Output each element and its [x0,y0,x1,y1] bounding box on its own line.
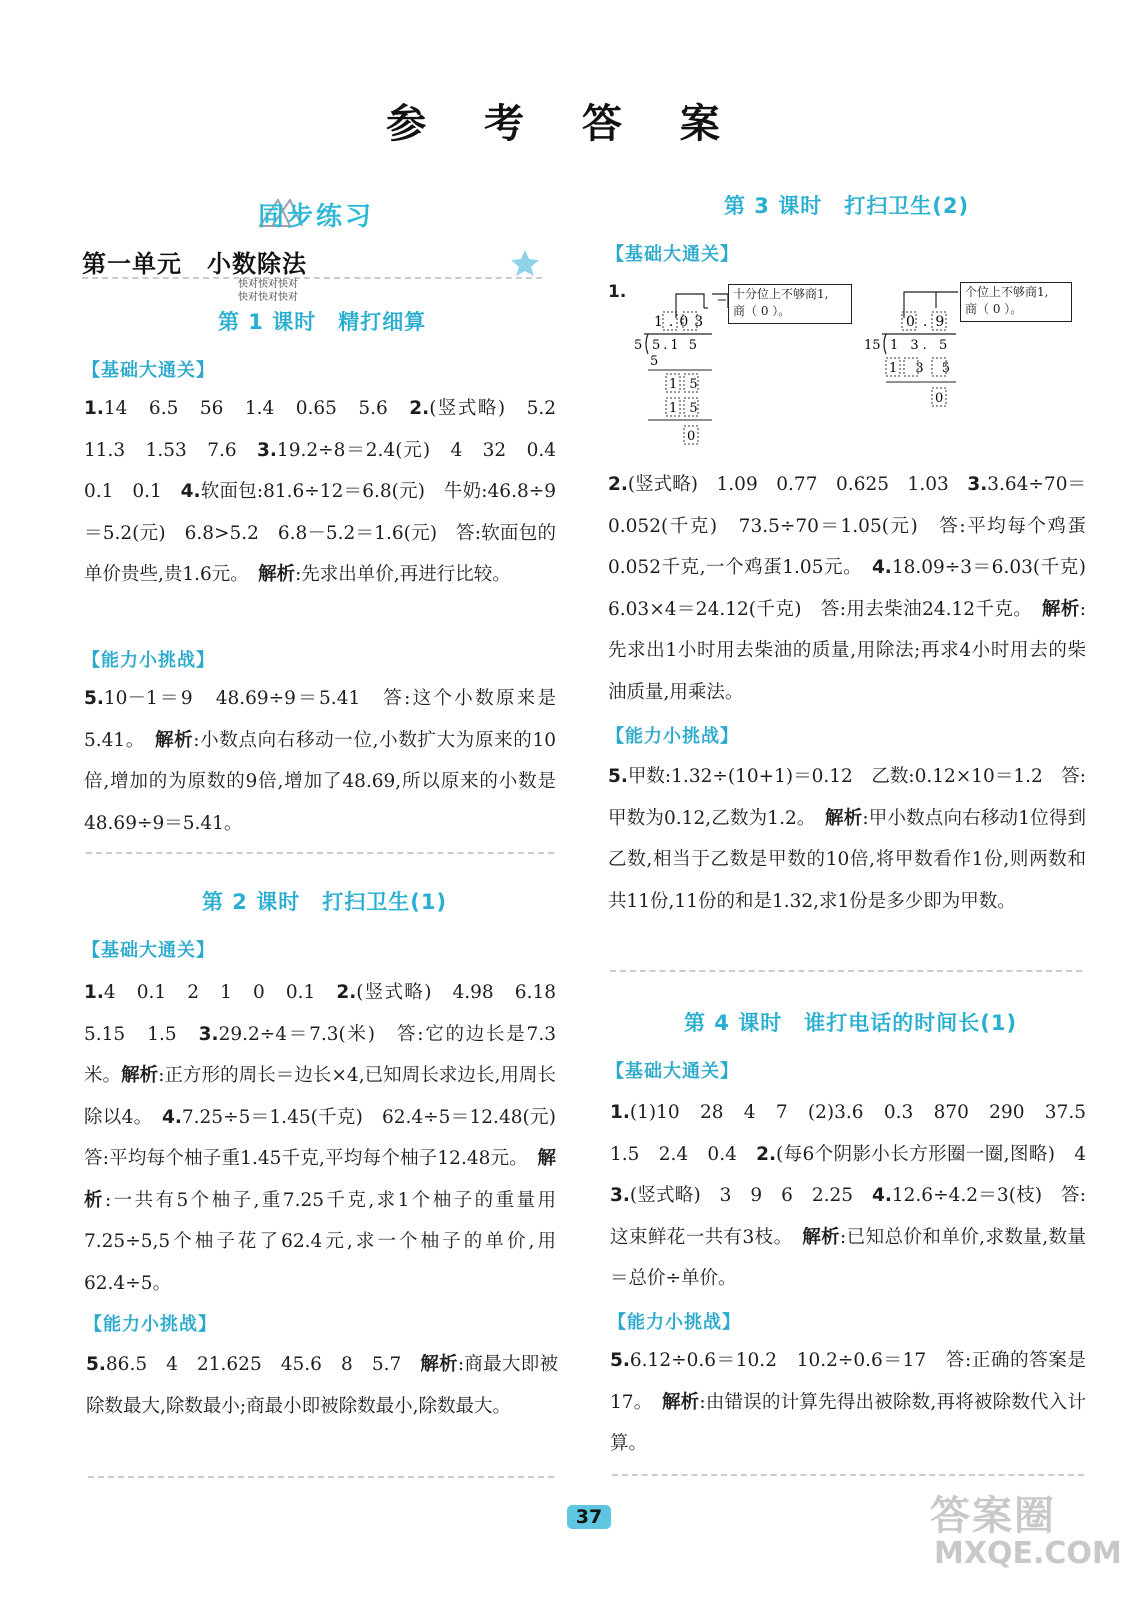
divider [86,852,554,854]
answer-text: 86.5 4 21.625 45.6 8 5.7 [105,1354,421,1375]
answer-text: 12.6÷4.2＝3(枝) 答:这束鲜花一共有3枝。 [610,1185,1086,1248]
lesson-4-ability-label: 【能力小挑战】 [608,1312,741,1333]
q-number: 1. [84,398,104,419]
lesson-1-basic-answers [84,388,575,596]
quotient: 1.03 [654,314,710,330]
analysis-label: 解析 [1041,598,1080,620]
lesson-1-basic-label: 【基础大通关】 [82,360,215,381]
answer-text: (竖式略) 3 9 6 2.25 [629,1185,872,1206]
q-number: 5. [86,1354,106,1375]
q-number: 4. [871,557,892,578]
answer-text: :先求出1小时用去柴油的质量,用除法;再求4小时用去的柴油质量,用乘法。 [608,598,1086,703]
q-number: 3. [610,1185,630,1206]
analysis-label: 解析 [121,1065,159,1086]
page-title: 参 考 答 案 [386,100,742,147]
unit-note: 快对快对快对 快对快对快对 [238,279,298,303]
answer-text: :一共有5个柚子,重7.25千克,求1个柚子的重量用7.25÷5,5个柚子花了62.4元,求一个柚子的单价,用62.4÷5。 [84,1189,556,1294]
q-number: 1. [84,982,104,1003]
answer-text: (竖式略) 1.09 0.77 0.625 1.03 [627,474,968,495]
answer-text: 10－1＝9 48.69÷9＝5.41 答:这个小数原来是5.41。 [84,688,556,751]
answer-text: 软面包:81.6÷12＝6.8(元) 牛奶:46.8÷9＝5.2(元) 6.8>5.2 6.8－5.2＝1.6(元) 答:软面包的单价贵些,贵1.6元。 [84,481,556,585]
lesson-2-basic-label: 【基础大通关】 [82,940,215,961]
analysis-label: 解析 [802,1226,841,1248]
q-number: 4. [180,481,201,502]
answer-text: :小数点向右移动一位,小数扩大为原来的10倍,增加的为原数的9倍,增加了48.69,所以原来的小数是48.69÷9＝5.41。 [84,729,556,834]
q-number: 5. [608,766,628,787]
lesson-1-ability-label: 【能力小挑战】 [82,650,215,671]
note-box-2: 个位上不够商1, 商（ 0 ）。 [960,282,1072,322]
answer-text: 4 0.1 2 1 0 0.1 [103,982,337,1003]
star-icon [510,248,540,278]
lesson-3-ability-answers [608,756,1086,922]
answer-text: 3.64÷70＝0.052(千克) 73.5÷70＝1.05(元) 答:平均每个鸡蛋0.052千克,一个鸡蛋1.05元。 [608,474,1086,578]
step-1: 1 3 5 [889,361,958,376]
q-number: 4. [871,1185,892,1206]
note-box-1: 十分位上不够商1, 商（ 0 ）。 [728,284,852,324]
step-2: 1 5 [669,377,702,392]
answer-text: 14 6.5 56 1.4 0.65 5.6 [103,398,410,419]
unit-title: 第一单元 小数除法 [82,250,307,278]
lesson-4-title: 第 4 课时 谁打电话的时间长(1) [684,1011,1018,1035]
answer-text: (1)10 28 4 7 (2)3.6 0.3 870 290 37.5 1.5 2.4 0.4 [610,1102,1105,1165]
answer-text: 6.12÷0.6＝10.2 10.2÷0.6＝17 答:正确的答案是17。 [610,1350,1086,1413]
lesson-3-basic-label: 【基础大通关】 [606,244,739,265]
analysis-label: 解析 [84,1148,556,1211]
section-banner [250,196,390,232]
answer-text: 甲数:1.32÷(10+1)＝0.12 乙数:0.12×10＝1.2 答:甲数为0.12,乙数为1.2。 [608,766,1086,829]
lesson-3-basic-answers [608,464,1105,713]
answer-text: 29.2÷4＝7.3(米) 答:它的边长是7.3米。 [84,1023,556,1086]
analysis-label: 解析 [258,564,296,585]
divider [610,970,1082,972]
q-number: 3. [257,439,277,461]
q-number: 2. [756,1143,777,1165]
q-number: 2. [336,982,357,1003]
remainder: 0 [687,429,696,444]
watermark-url: MXQE.COM [934,1536,1122,1571]
q-number: 1. [610,1102,630,1123]
lesson-2-ability-label: 【能力小挑战】 [84,1314,217,1335]
lesson-2-basic-answers [84,972,575,1304]
dividend: 5.1 5 [652,338,701,353]
q-number: 3. [198,1023,219,1045]
lesson-1-title: 第 1 课时 精打细算 [218,310,427,334]
dividend: 1 3. 5 [890,338,952,353]
division-figures [606,278,1088,458]
divisor: 15 [864,338,881,353]
watermark-logo: 答案圈 [930,1493,1056,1539]
q-number: 1. [608,282,627,302]
answer-text: 18.09÷3＝6.03(千克) 6.03×4＝24.12(千克) 答:用去柴油24.12千克。 [608,557,1105,620]
q-number: 3. [967,474,988,495]
answer-text: (竖式略) 4.98 6.18 5.15 1.5 [84,982,575,1045]
answer-text: 7.25÷5＝1.45(千克) 62.4÷5＝12.48(元) 答:平均每个柚子重1.45千克,平均每个柚子12.48元。 [84,1106,575,1169]
page-number: 37 [567,1505,611,1529]
answer-text: :先求出单价,再进行比较。 [295,564,511,585]
q-number: 2. [409,398,430,419]
step-3: 1 5 [669,401,702,416]
banner-title: 同步练习 [258,202,375,232]
answer-text: 19.2÷8＝2.4(元) 4 32 0.4 0.1 0.1 [84,439,575,502]
divider [88,1476,554,1478]
analysis-label: 解析 [420,1354,458,1375]
q-number: 4. [161,1106,182,1128]
q-number: 2. [608,474,628,495]
remainder: 0 [935,391,944,406]
lesson-3-title: 第 3 课时 打扫卫生(2) [724,194,970,218]
answer-text: :正方形的周长＝边长×4,已知周长求边长,用周长除以4。 [84,1065,556,1128]
quotient: 0.9 [906,314,953,330]
q-number: 5. [84,688,104,709]
divider [82,277,542,279]
lesson-3-ability-label: 【能力小挑战】 [606,726,739,747]
analysis-label: 解析 [825,807,863,829]
divider [612,1474,1084,1476]
lesson-2-ability-answers [86,1344,558,1427]
lesson-2-title: 第 2 课时 打扫卫生(1) [202,890,448,914]
lesson-4-basic-label: 【基础大通关】 [606,1061,739,1082]
answer-text: (每6个阴影小长方形圈一圈,图略) 4 [776,1143,1105,1165]
analysis-label: 解析 [154,729,194,751]
answer-text: :由错误的计算先得出被除数,再将被除数代入计算。 [610,1391,1086,1454]
lesson-4-basic-answers [610,1092,1105,1300]
divisor: 5 [634,338,643,353]
answer-text: :商最大即被除数最大,除数最小;商最小即被除数最小,除数最大。 [86,1354,558,1417]
answer-text: (竖式略) 5.2 11.3 1.53 7.6 [84,398,575,461]
answer-text: :甲小数点向右移动1位得到乙数,相当于乙数是甲数的10倍,将甲数看作1份,则两数和共11份,11份的和是1.32,求1份是多少即为甲数。 [608,807,1086,912]
lesson-4-ability-answers [610,1340,1086,1465]
answer-text: :已知总价和单价,求数量,数量＝总价÷单价。 [610,1226,1086,1289]
step-1: 5 [650,354,659,369]
lesson-1-ability-answers [84,678,556,844]
analysis-label: 解析 [661,1391,700,1413]
q-number: 5. [610,1350,630,1371]
